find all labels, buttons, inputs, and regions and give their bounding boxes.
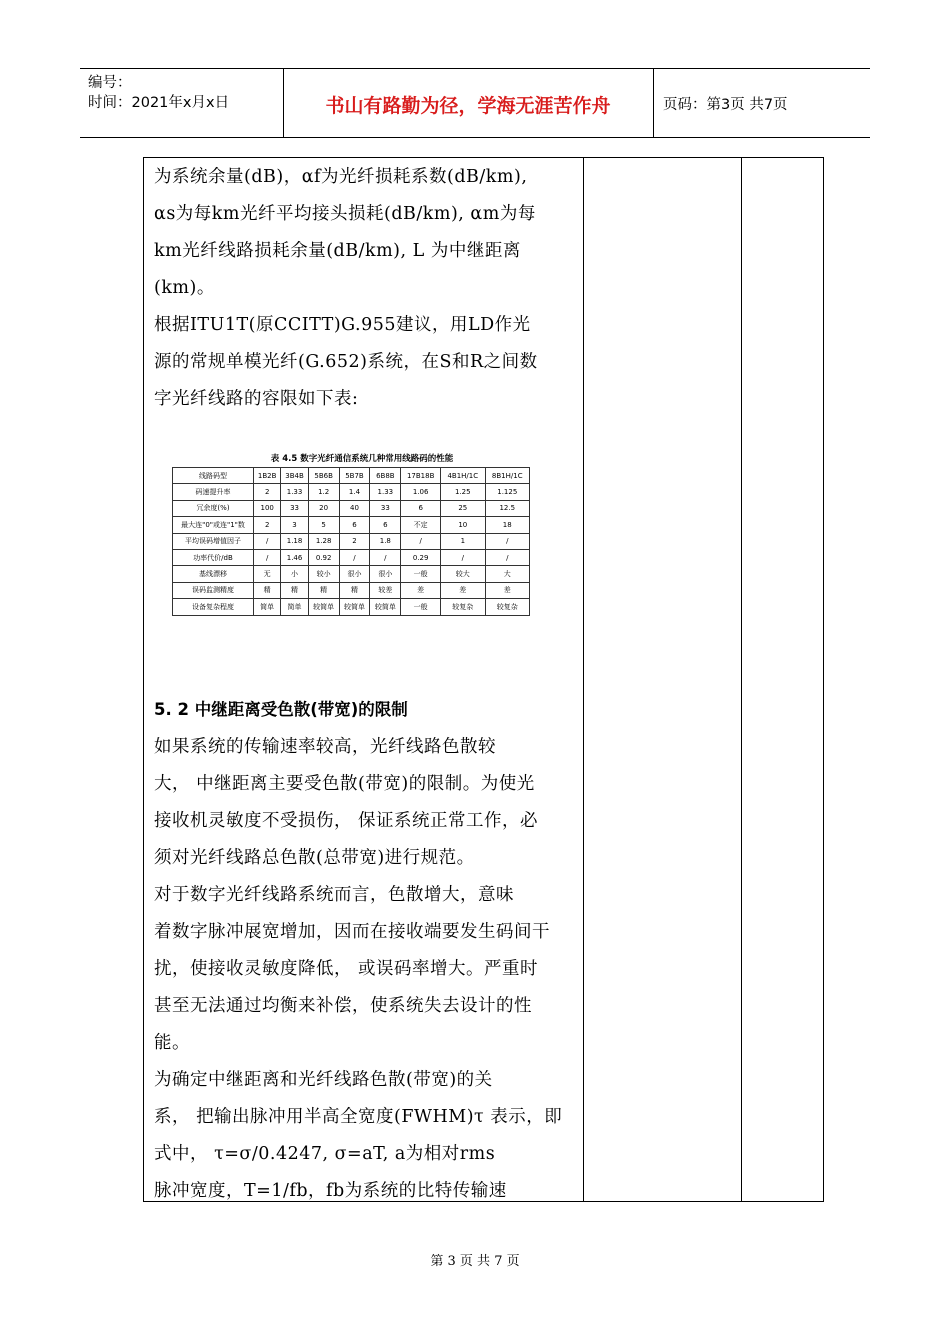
table-cell: 很小 <box>370 566 401 582</box>
table-cell: / <box>370 549 401 565</box>
text-line: 甚至无法通过均衡来补偿，使系统失去设计的性 <box>154 996 532 1016</box>
column-divider <box>741 158 742 1201</box>
table-cell: 大 <box>485 566 529 582</box>
table-cell: 较简单 <box>370 599 401 615</box>
table-cell: 较简单 <box>308 599 339 615</box>
table-cell: 简单 <box>281 599 308 615</box>
paragraph-block-1 <box>154 159 576 418</box>
table-cell: / <box>441 549 485 565</box>
table-row <box>173 582 530 598</box>
text-line: 式中， τ=σ/0.4247, σ=aT, a为相对rms <box>154 1144 496 1164</box>
table-cell: 平均误码增值因子 <box>173 533 254 549</box>
table-cell: 较复杂 <box>485 599 529 615</box>
text-line: 根据ITU1T(原CCITT)G.955建议，用LD作光 <box>154 315 531 335</box>
table-cell: 最大连"0"或连"1"数 <box>173 517 254 533</box>
table-cell: 不定 <box>401 517 441 533</box>
text-line: 为系统余量(dB)，αf为光纤损耗系数(dB/km), <box>154 167 528 187</box>
table-cell: 17B18B <box>401 468 441 484</box>
table-cell: 33 <box>281 500 308 516</box>
table-cell: 10 <box>441 517 485 533</box>
table-cell: 18 <box>485 517 529 533</box>
text-line: 为确定中继距离和光纤线路色散(带宽)的关 <box>154 1070 493 1090</box>
table-cell: 很小 <box>339 566 370 582</box>
table-row <box>173 549 530 565</box>
table-cell: 1.46 <box>281 549 308 565</box>
table-cell: 较大 <box>441 566 485 582</box>
table-cell: 较小 <box>308 566 339 582</box>
number-label: 编号： <box>88 75 132 91</box>
table-header-row <box>173 468 530 484</box>
table-cell: 线路码型 <box>173 468 254 484</box>
table-cell: 5 <box>308 517 339 533</box>
text-line: 能。 <box>154 1033 190 1053</box>
text-line: (km)。 <box>154 278 215 298</box>
text-line: 脉冲宽度，T=1/fb，fb为系统的比特传输速 <box>154 1181 507 1201</box>
table-cell: 冗余度(%) <box>173 500 254 516</box>
table-cell: 小 <box>281 566 308 582</box>
table-cell: 1.2 <box>308 484 339 500</box>
table-cell: 精 <box>254 582 281 598</box>
table-cell: 较差 <box>370 582 401 598</box>
table-cell: 25 <box>441 500 485 516</box>
table-cell: 1.06 <box>401 484 441 500</box>
text-line: 着数字脉冲展宽增加，因而在接收端要发生码间干 <box>154 922 550 942</box>
table-cell: 2 <box>339 533 370 549</box>
table-cell: / <box>401 533 441 549</box>
header-divider <box>653 69 654 137</box>
text-line: 大， 中继距离主要受色散(带宽)的限制。为使光 <box>154 774 535 794</box>
page-header <box>80 68 870 138</box>
table-cell: 1.18 <box>281 533 308 549</box>
table-cell: 无 <box>254 566 281 582</box>
text-line: 字光纤线路的容限如下表: <box>154 389 359 409</box>
table-cell: / <box>339 549 370 565</box>
paragraph-block-2 <box>154 729 576 1210</box>
table-cell: 精 <box>281 582 308 598</box>
table-cell: 0.29 <box>401 549 441 565</box>
table-cell: 33 <box>370 500 401 516</box>
table-cell: 1.25 <box>441 484 485 500</box>
table-cell: 2 <box>254 484 281 500</box>
time-label: 时间：2021年x月x日 <box>88 95 230 111</box>
table-cell: / <box>254 549 281 565</box>
table-cell: 20 <box>308 500 339 516</box>
table-cell: 4B1H/1C <box>441 468 485 484</box>
table-cell: 12.5 <box>485 500 529 516</box>
table-cell: 设备复杂程度 <box>173 599 254 615</box>
table-cell: 1 <box>441 533 485 549</box>
table-cell: 6 <box>370 517 401 533</box>
text-line: 如果系统的传输速率较高，光纤线路色散较 <box>154 737 496 757</box>
header-meta <box>88 73 229 113</box>
table-cell: 0.92 <box>308 549 339 565</box>
table-row <box>173 500 530 516</box>
table-cell: 较简单 <box>339 599 370 615</box>
text-line: km光纤线路损耗余量(dB/km), L 为中继距离 <box>154 241 521 261</box>
table-cell: 6B8B <box>370 468 401 484</box>
table-cell: 基线漂移 <box>173 566 254 582</box>
section-heading: 5. 2 中继距离受色散(带宽)的限制 <box>154 700 408 719</box>
text-line: 须对光纤线路总色散(总带宽)进行规范。 <box>154 848 475 868</box>
table-cell: 1B2B <box>254 468 281 484</box>
table-row <box>173 566 530 582</box>
table-cell: 精 <box>308 582 339 598</box>
page-footer: 第 3 页 共 7 页 <box>430 1254 520 1269</box>
table-cell: 40 <box>339 500 370 516</box>
line-code-table-figure <box>172 452 532 616</box>
text-line: αs为每km光纤平均接头损耗(dB/km), αm为每 <box>154 204 536 224</box>
table-cell: 1.33 <box>281 484 308 500</box>
table-cell: / <box>254 533 281 549</box>
table-cell: 差 <box>401 582 441 598</box>
table-cell: 功率代价/dB <box>173 549 254 565</box>
table-cell: 较复杂 <box>441 599 485 615</box>
table-cell: 差 <box>441 582 485 598</box>
table-cell: 1.33 <box>370 484 401 500</box>
table-cell: / <box>485 533 529 549</box>
line-code-table <box>172 467 530 616</box>
table-cell: 1.4 <box>339 484 370 500</box>
table-cell: 6 <box>339 517 370 533</box>
text-line: 扰，使接收灵敏度降低， 或误码率增大。严重时 <box>154 959 539 979</box>
table-cell: 1.8 <box>370 533 401 549</box>
text-line: 接收机灵敏度不受损伤， 保证系统正常工作，必 <box>154 811 539 831</box>
table-cell: 2 <box>254 517 281 533</box>
table-row <box>173 517 530 533</box>
table-cell: 1.28 <box>308 533 339 549</box>
header-motto: 书山有路勤为径，学海无涯苦作舟 <box>325 95 611 117</box>
table-cell: 5B7B <box>339 468 370 484</box>
table-cell: 100 <box>254 500 281 516</box>
table-cell: 1.125 <box>485 484 529 500</box>
table-cell: 一般 <box>401 566 441 582</box>
table-cell: 3 <box>281 517 308 533</box>
table-cell: 误码监测精度 <box>173 582 254 598</box>
header-page-label: 页码：第3页 共7页 <box>663 97 788 113</box>
table-cell: 5B6B <box>308 468 339 484</box>
table-row <box>173 533 530 549</box>
table-cell: / <box>485 549 529 565</box>
table-row <box>173 599 530 615</box>
table-cell: 差 <box>485 582 529 598</box>
text-line: 对于数字光纤线路系统而言，色散增大，意味 <box>154 885 514 905</box>
table-cell: 3B4B <box>281 468 308 484</box>
column-divider <box>583 158 584 1201</box>
table-cell: 码速提升率 <box>173 484 254 500</box>
table-row <box>173 484 530 500</box>
table-cell: 8B1H/1C <box>485 468 529 484</box>
text-line: 源的常规单模光纤(G.652)系统，在S和R之间数 <box>154 352 538 372</box>
text-line: 系， 把输出脉冲用半高全宽度(FWHM)τ 表示，即 <box>154 1107 563 1127</box>
table-caption: 表 4.5 数字光纤通信系统几种常用线路码的性能 <box>270 454 454 464</box>
table-cell: 精 <box>339 582 370 598</box>
table-cell: 简单 <box>254 599 281 615</box>
table-cell: 一般 <box>401 599 441 615</box>
table-cell: 6 <box>401 500 441 516</box>
